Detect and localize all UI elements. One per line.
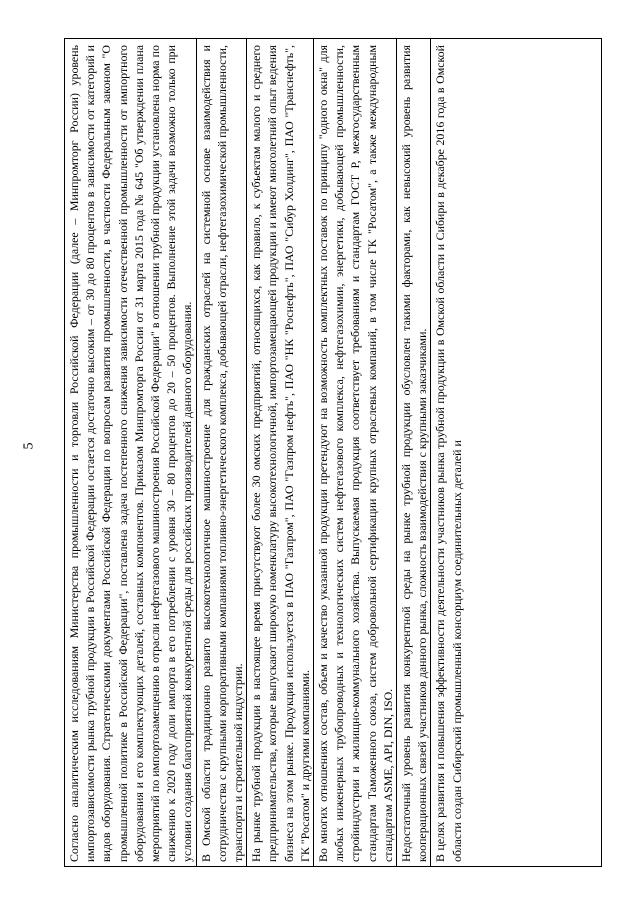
paragraph-omsk-machine-building: В Омской области традиционно развито высокотехнологичное машиностроение для гражданских отраслей на системной основе взаимодействия и сотрудничества с крупными корпоративными компаниями топливно-энергетического комплекса, добывающей отрасли, нефтегазохимической промышленности, транспорта и строительной индустрии. xyxy=(197,39,248,867)
rotated-content xyxy=(65,39,602,867)
paragraph-industrial-consortium: В целях развития и повышения эффективности деятельности участников рынка трубной продукции в Омской области и Сибири в декабре 2016 года в Омской области создан Сибирский промышленный консорциум соединительных деталей и xyxy=(433,45,464,862)
page-number: 5 xyxy=(21,442,37,450)
text-table-frame xyxy=(64,38,602,867)
paragraph-competition-factors: Недостаточный уровень развития конкурентной среды на рынке трубной продукции обусловлен такими факторами, как невысокий уровень развития кооперационных связей участников данного рынка, сложность взаимодействия с крупными заказчиками. xyxy=(397,39,431,867)
paragraph-pipe-market-enterprises: На рынке трубной продукции в настоящее время присутствуют более 30 омских предприятий, относящихся, как правило, к субъектам малого и среднего предпринимательства, которые выпускают широкую номенклатуру высокотехнологичной, импортозамещающей продукции и имеют многолетний опыт ведения бизнеса на этом рынке. Продукция используется в ПАО "Газпром", ПАО "Газпром нефть", ПАО "НК "Роснефть", ПАО "Сибур Холдинг", ПАО "Транснефть", ГК "Росатом" и другими компаниями. xyxy=(247,39,314,867)
paragraph-import-dependence: Согласно аналитическим исследованиям Министерства промышленности и торговли Российской Федерации (далее – Минпромторг России) уровень импортозависимости рынка трубной продукции в Российской Федерации остается достаточно высоким – от 30 до 80 процентов в зависимости от категорий и видов оборудования. Стратегическими документами Российской Федерации по вопросам развития промышленности, в частности Федеральным законом "О промышленной политике в Российской Федерации", поставлена задача постепенного снижения зависимости отечественной промышленности от импортного оборудования и его комплектующих деталей, составных компонентов. Приказом Минпромторга России от 31 марта 2015 года № 645 "Об утверждении плана мероприятий по импортозамещению в отрасли нефтегазового машиностроения Российской Федерации" в отношении трубной продукции установлена норма по снижению к 2020 году доли импорта в его потреблении с уровня 30 – 80 процентов до 20 – 50 процентов. Выполнение этой задачи возможно только при условии создания благоприятной конкурентной среды для российских производителей данного оборудования. xyxy=(65,39,197,867)
paragraph-product-standards: Во многих отношениях состав, объем и качество указанной продукции претендуют на возможность комплектных поставок по принципу "одного окна" для любых инженерных трубопроводных и технологических систем нефтегазового комплекса, нефтегазохимии, энергетики, добывающей промышленности, стройиндустрии и жилищно-коммунального хозяйства. Выпускаемая продукция соответствует требованиям и стандартам ГОСТ Р, межгосударственным стандартам Таможенного союза, систем добровольной сертификации крупных отраслевых компаний, в том числе ГК "Росатом", а также международным стандартам ASME, API, DIN, ISO. xyxy=(314,39,397,867)
